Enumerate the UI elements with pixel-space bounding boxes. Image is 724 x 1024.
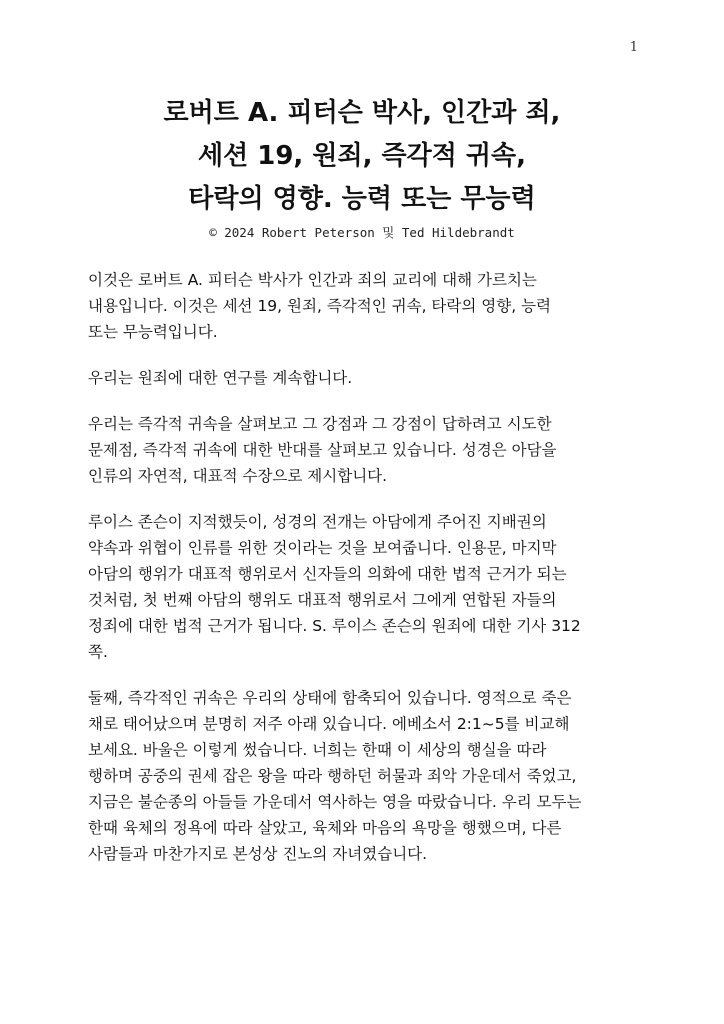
text-line: 인류의 자연적, 대표적 수장으로 제시합니다.: [88, 467, 388, 485]
text-line: 채로 태어났으며 분명히 저주 아래 있습니다. 에베소서 2:1~5를 비교해: [88, 715, 570, 733]
text-line: 보세요. 바울은 이렇게 썼습니다. 너희는 한때 이 세상의 행실을 따라: [88, 741, 547, 759]
title-line-1: 로버트 A. 피터슨 박사, 인간과 죄,: [163, 98, 561, 128]
text-line: 둘째, 즉각적인 귀속은 우리의 상태에 함축되어 있습니다. 영적으로 죽은: [88, 689, 572, 707]
text-line: 이것은 로버트 A. 피터슨 박사가 인간과 죄의 교리에 대해 가르치는: [88, 271, 537, 289]
text-line: 내용입니다. 이것은 세션 19, 원죄, 즉각적인 귀속, 타락의 영향, 능력: [88, 297, 552, 315]
title-line-2: 세션 19, 원죄, 즉각적 귀속,: [197, 141, 527, 171]
text-line: 쪽.: [88, 643, 108, 661]
paragraph-continue: [88, 365, 648, 391]
text-line: 약속과 위협이 인류를 위한 것이라는 것을 보여줍니다. 인용문, 마지막: [88, 539, 557, 557]
page-number: 1: [629, 40, 638, 55]
text-line: 또는 무능력입니다.: [88, 323, 218, 341]
body-text: [88, 267, 648, 887]
text-line: 사람들과 마찬가지로 본성상 진노의 자녀였습니다.: [88, 845, 428, 863]
paragraph-lewis-johnson: [88, 509, 648, 665]
paragraph-second-point: [88, 685, 648, 867]
paragraph-intro: [88, 267, 648, 345]
text-line: 지금은 불순종의 아들들 가운데서 역사하는 영을 따랐습니다. 우리 모두는: [88, 793, 582, 811]
copyright-notice: © 2024 Robert Peterson 및 Ted Hildebrandt: [209, 225, 515, 240]
text-line: 행하며 공중의 권세 잡은 왕을 따라 행하던 허물과 죄악 가운데서 죽었고,: [88, 767, 577, 785]
text-line: 우리는 원죄에 대한 연구를 계속합니다.: [88, 369, 353, 387]
text-line: 정죄에 대한 법적 근거가 됩니다. S. 루이스 존슨의 원죄에 대한 기사 312: [88, 617, 581, 635]
text-line: 문제점, 즉각적 귀속에 대한 반대를 살펴보고 있습니다. 성경은 아담을: [88, 441, 557, 459]
paragraph-immediate-imputation: [88, 411, 648, 489]
text-line: 우리는 즉각적 귀속을 살펴보고 그 강점과 그 강점이 답하려고 시도한: [88, 415, 552, 433]
text-line: 한때 육체의 정욕에 따라 살았고, 육체와 마음의 욕망을 행했으며, 다른: [88, 819, 562, 837]
text-line: 루이스 존슨이 지적했듯이, 성경의 전개는 아담에게 주어진 지배권의: [88, 513, 547, 531]
text-line: 아담의 행위가 대표적 행위로서 신자들의 의화에 대한 법적 근거가 되는: [88, 565, 567, 583]
title-block: [0, 92, 724, 241]
title-line-3: 타락의 영향. 능력 또는 무능력: [188, 184, 536, 214]
text-line: 것처럼, 첫 번째 아담의 행위도 대표적 행위로서 그에게 연합된 자들의: [88, 591, 557, 609]
